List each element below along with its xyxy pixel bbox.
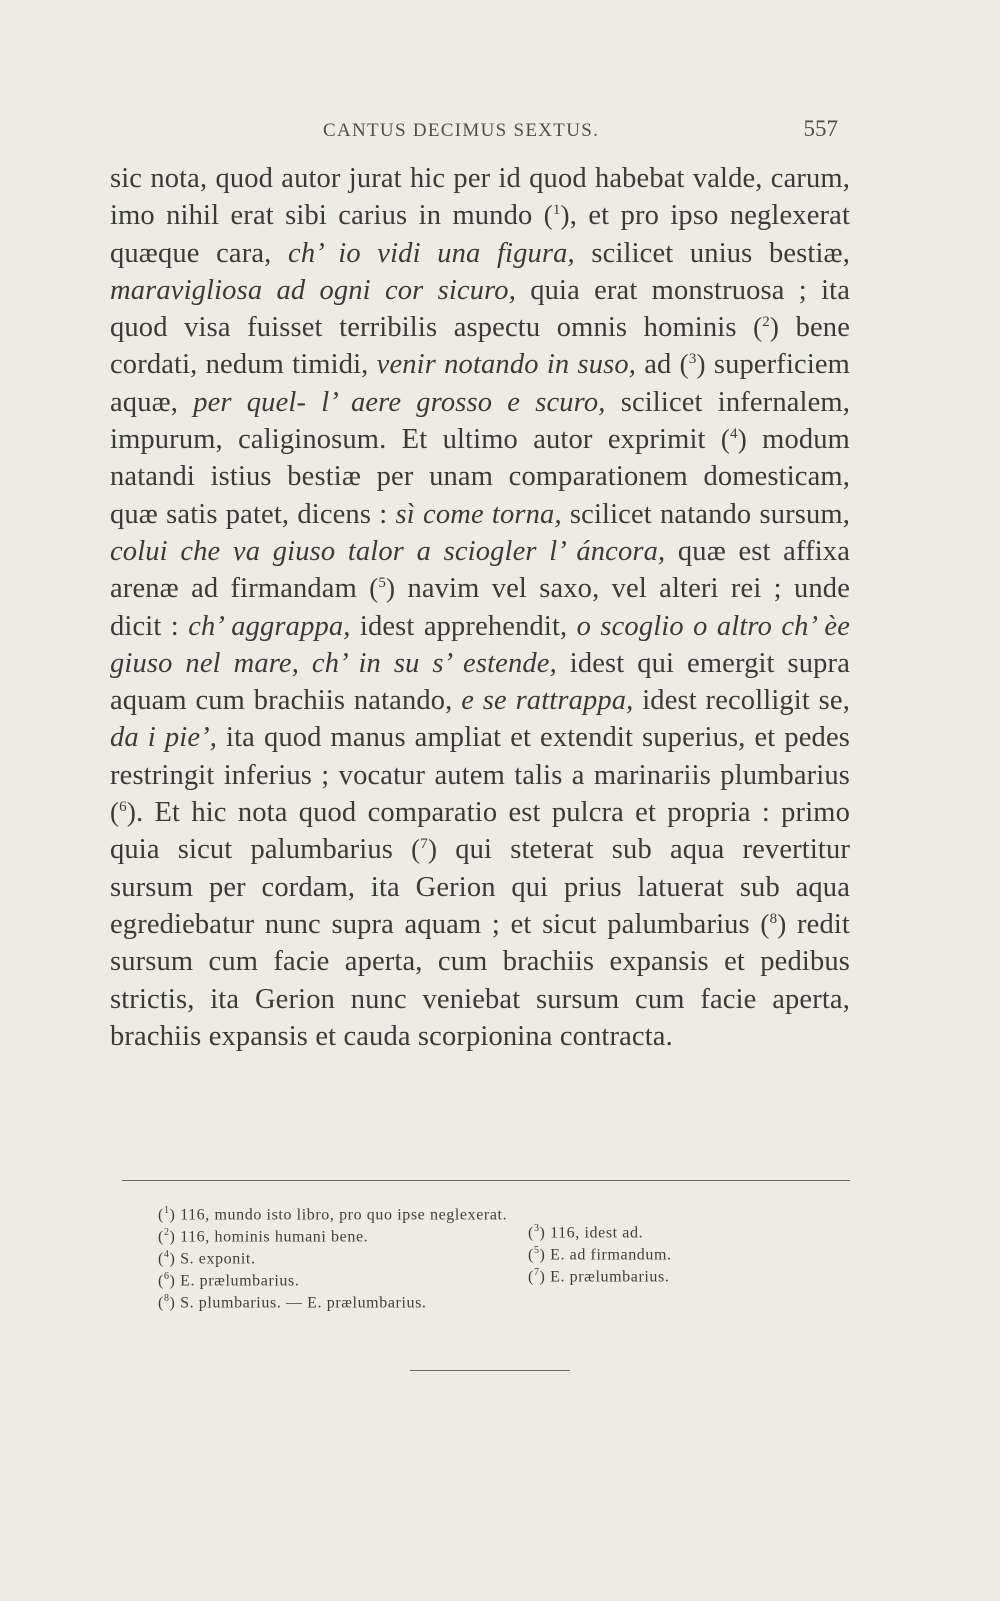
body-text bbox=[110, 160, 850, 1055]
text-run: navim vel saxo, vel alteri rei ; unde dicit : bbox=[110, 573, 850, 642]
text-run: ad bbox=[636, 349, 680, 381]
text-run: . Et hic nota quod comparatio est pulcra et propria : primo quia sicut palumbarius bbox=[110, 797, 850, 866]
italic-quote: sì come torna, bbox=[395, 498, 562, 530]
footnote-ref[interactable]: ($^6$) bbox=[110, 797, 136, 828]
footnote-4: ($^4$) S. exponit. bbox=[158, 1249, 256, 1268]
italic-quote: per quel- l’ aere grosso e scuro, bbox=[193, 386, 606, 418]
footnote-ref-number: 6 bbox=[119, 799, 127, 816]
footnote-ref-number: 7 bbox=[420, 836, 428, 853]
footnote-ref-number: 3 bbox=[688, 351, 697, 368]
italic-quote: e se rattrappa, bbox=[461, 685, 634, 717]
footnote-8: ($^8$) S. plumbarius. — E. prælumbarius. bbox=[158, 1293, 427, 1312]
footnote-ref[interactable]: ($^4$) bbox=[720, 424, 747, 455]
page-header bbox=[118, 116, 838, 152]
text-run: qui steterat sub aqua revertitur sursum per cordam, ita Gerion qui prius latuerat sub aqua egrediebatur nunc supra aquam ; et sicut palumbarius bbox=[110, 834, 851, 940]
footnote-ref-number: 8 bbox=[769, 910, 778, 927]
footnote-ref[interactable]: ($^2$) bbox=[753, 312, 780, 343]
footnote-2: ($^2$) 116, hominis humani bene. bbox=[158, 1227, 369, 1246]
text-run: scilicet unius bestiæ, bbox=[574, 237, 850, 269]
running-head: CANTUS DECIMUS SEXTUS. bbox=[323, 120, 600, 141]
end-rule bbox=[410, 1370, 570, 1371]
footnote-1: ($^1$) 116, mundo isto libro, pro quo ipse neglexerat. bbox=[158, 1205, 508, 1224]
text-run: redit sursum cum facie aperta, cum brachiis expansis et pedibus strictis, ita Gerion nunc veniebat sursum cum facie aperta, brachiis expansis et cauda scorpionina contracta. bbox=[110, 908, 850, 1052]
italic-quote: colui che va giuso talor a sciogler l’ áncora, bbox=[110, 535, 666, 567]
text-run: quæ est affixa arenæ ad firmandam bbox=[110, 535, 850, 605]
text-run: superficiem aquæ, bbox=[110, 349, 850, 418]
italic-quote: ch’ io vidi una figura, bbox=[288, 237, 575, 269]
footnote-ref[interactable]: ($^5$) bbox=[369, 573, 396, 604]
text-run: scilicet natando sursum, bbox=[561, 498, 850, 530]
italic-quote: da i pie’, bbox=[110, 722, 218, 754]
text-run: , et pro ipso neglexerat quæque cara, bbox=[110, 200, 851, 269]
footnote-ref[interactable]: ($^1$) bbox=[543, 200, 570, 231]
footnotes bbox=[158, 1205, 778, 1335]
text-run: idest qui emergit supra aquam cum brachiis natando, bbox=[110, 647, 850, 717]
text-run: ita quod manus ampliat et extendit superius, et pedes restringit inferius ; vocatur autem talis a marinariis plumbarius bbox=[110, 722, 850, 791]
italic-quote: o scoglio o altro ch’ èe giuso nel mare, ch’ in su s’ estende, bbox=[110, 610, 850, 679]
italic-quote: venir notando in suso, bbox=[376, 349, 637, 381]
footnote-5: ($^5$) E. ad firmandum. bbox=[528, 1245, 672, 1264]
footnote-3: ($^3$) 116, idest ad. bbox=[528, 1223, 644, 1242]
footnote-ref[interactable]: ($^7$) bbox=[411, 834, 438, 865]
footnote-ref-number: 4 bbox=[730, 426, 738, 443]
text-run: bene cordati, nedum timidi, bbox=[110, 312, 850, 381]
footnote-ref[interactable]: ($^8$) bbox=[760, 908, 787, 939]
text-run: quia erat monstruosa ; ita quod visa fuisset terribilis aspectu omnis hominis bbox=[110, 274, 851, 344]
page-number: 557 bbox=[803, 116, 838, 141]
text-run: scilicet infernalem, impurum, caliginosum. Et ultimo autor exprimit bbox=[110, 386, 850, 456]
footnote-ref-number: 5 bbox=[378, 575, 387, 592]
footnote-ref-number: 1 bbox=[552, 202, 561, 219]
footnote-6: ($^6$) E. prælumbarius. bbox=[158, 1271, 300, 1290]
italic-quote: ch’ aggrappa, bbox=[188, 610, 351, 642]
footnote-rule bbox=[122, 1180, 850, 1181]
text-run: idest apprehendit, bbox=[350, 610, 577, 642]
footnote-7: ($^7$) E. prælumbarius. bbox=[528, 1267, 670, 1286]
italic-quote: maravigliosa ad ogni cor sicuro, bbox=[110, 274, 516, 306]
text-run: sic nota, quod autor jurat hic per id quod habebat valde, carum, imo nihil erat sibi carius in mundo bbox=[110, 163, 850, 232]
footnote-ref[interactable]: ($^3$) bbox=[679, 349, 706, 380]
text-run: idest recolligit se, bbox=[633, 685, 850, 717]
footnote-ref-number: 2 bbox=[762, 314, 770, 331]
text-run: modum natandi istius bestiæ per unam comparationem domesticam, quæ satis patet, dicens : bbox=[110, 424, 850, 530]
